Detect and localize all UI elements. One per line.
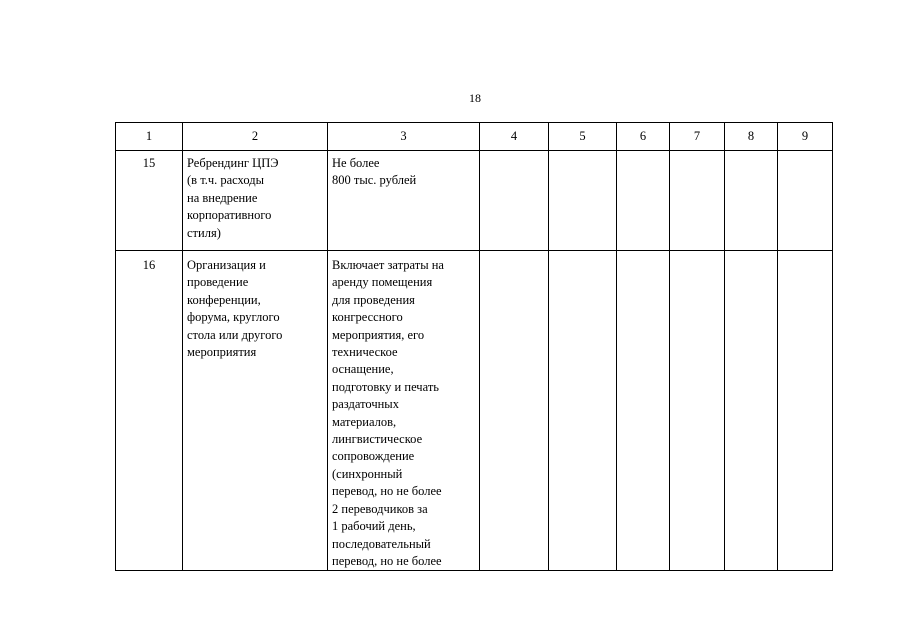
column-header: 8	[725, 123, 778, 151]
row-number-cell: 16	[116, 251, 183, 571]
column-header: 2	[183, 123, 328, 151]
table-row	[116, 151, 833, 251]
item-description-cell: Включает затраты на аренду помещения для проведения конгрессного мероприятия, его техническое оснащение, подготовку и печать раздаточных материалов, лингвистическое сопровождение (синхронный перевод, но не более 2 переводчиков за 1 рабочий день, последовательный перевод, но не более	[328, 251, 480, 571]
empty-cell	[725, 151, 778, 251]
empty-cell	[778, 251, 833, 571]
empty-cell	[670, 251, 725, 571]
empty-cell	[617, 251, 670, 571]
column-header: 7	[670, 123, 725, 151]
empty-cell	[480, 251, 549, 571]
item-description-cell: Не более 800 тыс. рублей	[328, 151, 480, 251]
document-table	[115, 122, 833, 571]
empty-cell	[778, 151, 833, 251]
empty-cell	[670, 151, 725, 251]
row-number-cell: 15	[116, 151, 183, 251]
empty-cell	[617, 151, 670, 251]
table-header-row	[116, 123, 833, 151]
column-header: 4	[480, 123, 549, 151]
column-header: 1	[116, 123, 183, 151]
column-header: 6	[617, 123, 670, 151]
item-name-cell: Ребрендинг ЦПЭ (в т.ч. расходы на внедрение корпоративного стиля)	[183, 151, 328, 251]
item-name-cell: Организация и проведение конференции, форума, круглого стола или другого мероприятия	[183, 251, 328, 571]
table-row	[116, 251, 833, 571]
empty-cell	[480, 151, 549, 251]
empty-cell	[725, 251, 778, 571]
empty-cell	[549, 151, 617, 251]
page-number: 18	[469, 91, 481, 105]
empty-cell	[549, 251, 617, 571]
column-header: 3	[328, 123, 480, 151]
column-header: 9	[778, 123, 833, 151]
column-header: 5	[549, 123, 617, 151]
